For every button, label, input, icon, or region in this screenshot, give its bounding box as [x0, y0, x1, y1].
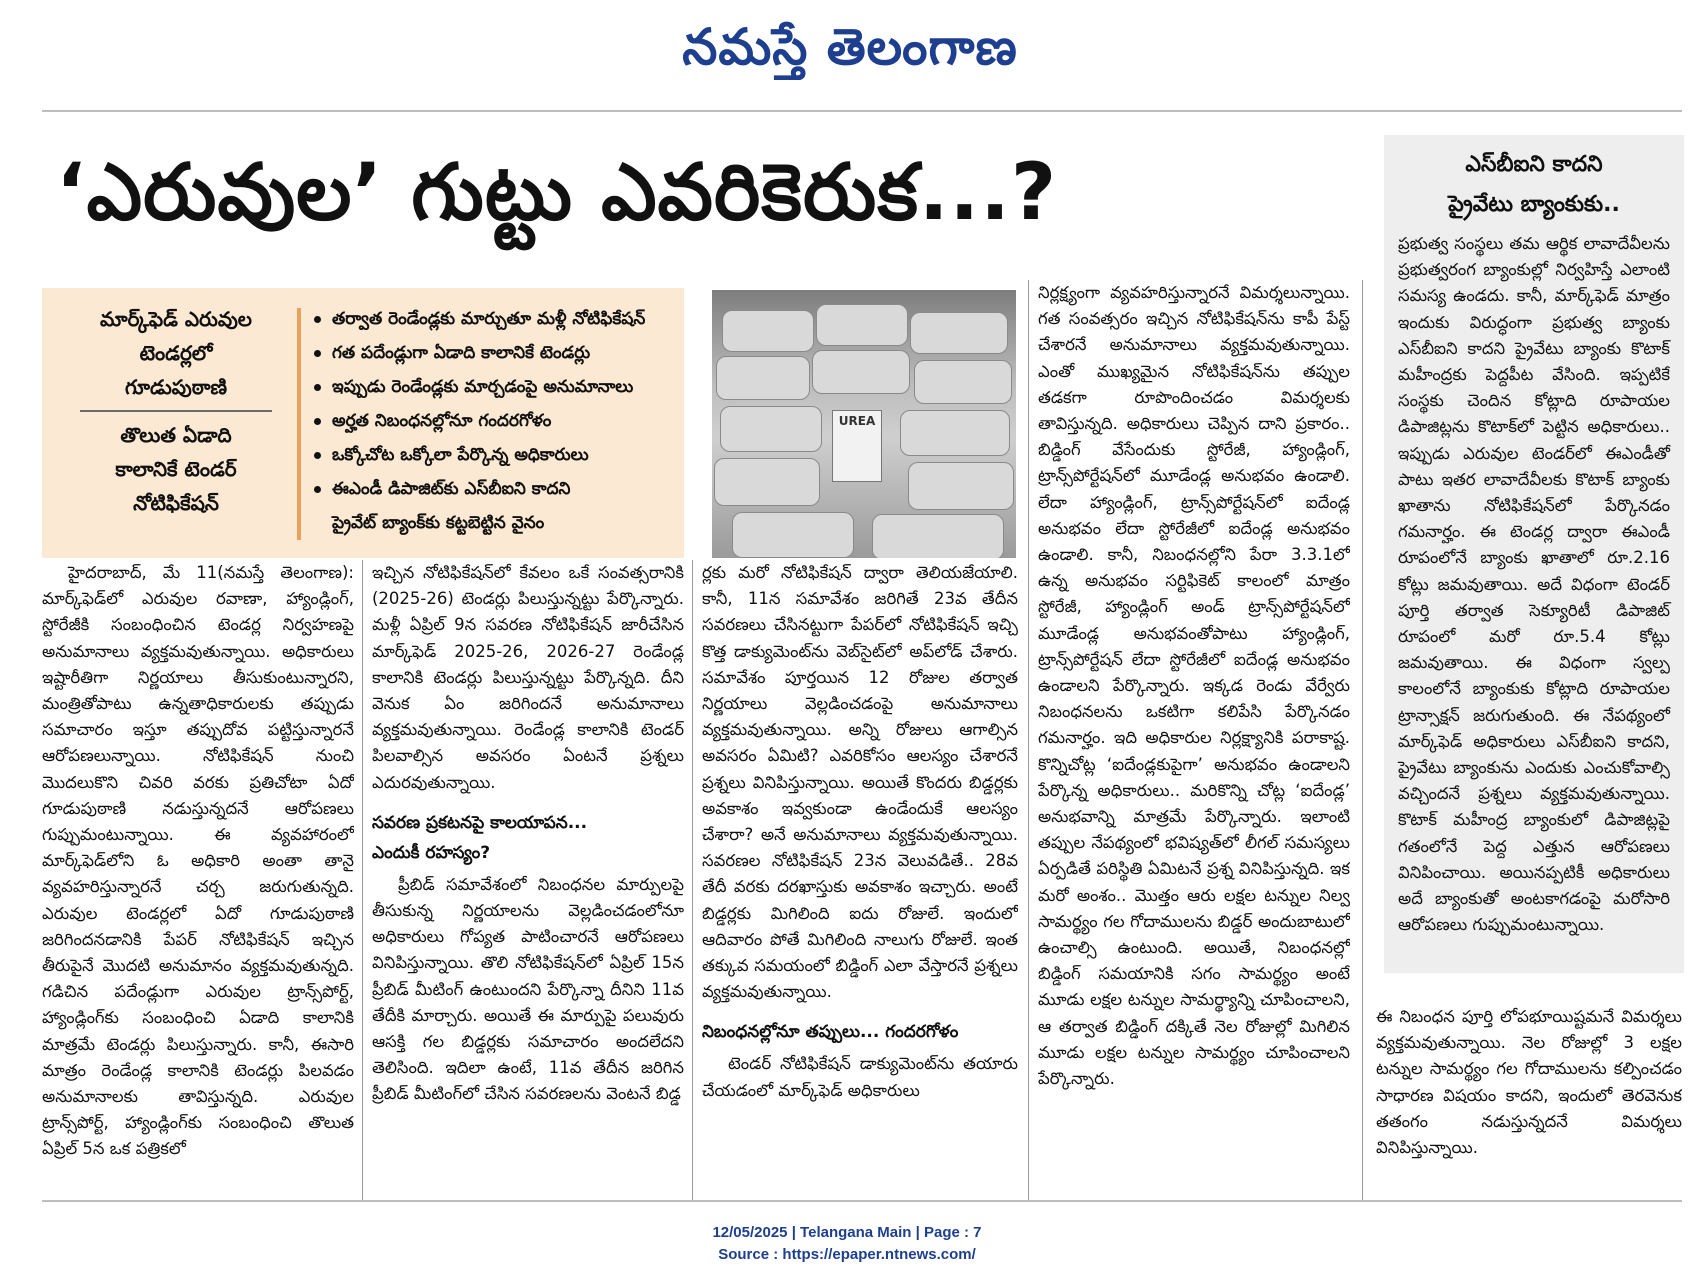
bag-label: UREA [832, 410, 882, 482]
bag-shape [914, 360, 1012, 404]
bullet-icon [314, 350, 321, 357]
bullet-item: ఇప్పుడు రెండేండ్లకు మార్చడంపై అనుమానాలు [314, 370, 674, 404]
footer [0, 1222, 1694, 1266]
bag-shape [900, 410, 1010, 456]
bullet-icon [314, 384, 321, 391]
article-column-1 [42, 560, 354, 1200]
kicker-line: మార్క్‌ఫెడ్ ఎరువుల [100, 307, 252, 331]
highlights-box [42, 288, 684, 558]
fertilizer-bags-photo [712, 290, 1016, 558]
kicker-line: టెండర్లలో [139, 341, 213, 365]
bullet-icon [314, 452, 321, 459]
column-divider [1028, 280, 1029, 1200]
bag-shape [732, 512, 854, 558]
paragraph: ప్రీబిడ్ సమావేశంలో నిబంధనల మార్పులపై తీసుకున్న నిర్ణయాలను వెల్లడించడంలోనూ అధికారులు గోప్యత పాటించారనే ఆరోపణలు వినిపిస్తున్నాయి. తొలి నోటిఫికేషన్‌లో ఏప్రిల్ 15న ప్రీబిడ్ మీటింగ్ ఉంటుందని పేర్కొన్నా దీనిని 11వ తేదీకి మార్చారు. అయితే ఈ మార్పుపై పలువురు ఆసక్తి గల బిడ్డర్లకు సమాచారం అందలేదని తెలిసింది. ఇదిలా ఉంటే, 11వ తేదీన జరిగిన ప్రీబిడ్ మీటింగ్‌లో చేసిన సవరణలను వెంటనే బిడ్డ [372, 874, 684, 1104]
bag-shape [816, 304, 908, 346]
kicker-line: కాలానికే టెండర్ [115, 457, 237, 481]
sidebar-body: ప్రభుత్వ సంస్థలు తమ ఆర్థిక లావాదేవీలను ప్రభుత్వరంగ బ్యాంకుల్లో నిర్వహిస్తే ఎలాంటి సమస్య ఉండదు. కానీ, మార్క్‌ఫెడ్ మాత్రం ఇందుకు విరుద్ధంగా ప్రభుత్వ బ్యాంకు ఎస్‌బీఐని కాదని ప్రైవేటు బ్యాంకు కొటాక్ మహీంద్రకు పెద్దపీట వేసింది. ఇప్పటికే సంస్థకు చెందిన కోట్లాది రూపాయల డిపాజిట్లను కొటాక్‌లో పెట్టిన అధికారులు.. ఇప్పుడు ఎరువుల టెండర్‌లో ఈఎండీతో పాటు ఇతర లావాదేవీలకు కొటాక్ బ్యాంకు ఖాతాను నోటిఫికేషన్‌లో పేర్కొనడం గమనార్హం. ఈ టెండర్ల ద్వారా ఈఎండీ రూపంలోనే బ్యాంకు ఖాతాలో రూ.2.16 కోట్లు జమవుతాయి. అదే విధంగా టెండర్ పూర్తి తర్వాత సెక్యూరిటీ డిపాజిట్ రూపంలో మరో రూ.5.4 కోట్లు జమవుతాయి. ఈ విధంగా స్వల్ప కాలంలోనే బ్యాంకుకు కోట్లాది రూపాయల ట్రాన్సాక్షన్ జరుగుతుంది. ఈ నేపథ్యంలో మార్క్‌ఫెడ్ అధికారులు ఎస్‌బీఐని కాదని, ప్రైవేటు బ్యాంకును ఎందుకు ఎంచుకోవాల్సి వచ్చిందనే ప్రశ్నలు వ్యక్తమవుతున్నాయి. కొటాక్ మహీంద్ర బ్యాంకులో డిపాజిట్లపై గతంలోనే పెద్ద ఎత్తున ఆరోపణలు వినిపించాయి. అయినప్పటికీ అధికారులు అదే బ్యాంకుతో అంటకాగడంపై మరోసారి ఆరోపణలు గుప్పుమంటున్నాయి. [1398, 234, 1670, 935]
paragraph: నిర్లక్ష్యంగా వ్యవహరిస్తున్నారనే విమర్శలున్నాయి. గత సంవత్సరం ఇచ్చిన నోటిఫికేషన్‌ను కాపీ పేస్ట్ చేశారనే అనుమానాలు వ్యక్తమవుతున్నాయి. ఎంతో ముఖ్యమైన నోటిఫికేషన్‌ను తప్పుల తడకగా రూపొందించడం విమర్శలకు తావిస్తున్నది. అధికారులు చెప్పిన దాని ప్రకారం.. బిడ్డింగ్ వేసేందుకు స్టోరేజీ, హ్యాండ్లింగ్, ట్రాన్స్‌పోర్టేషన్‌లో మూడేండ్ల అనుభవం ఉండాలి. లేదా హ్యాండ్లింగ్, ట్రాన్స్‌పోర్టేషన్‌లో ఐదేండ్ల అనుభవం లేదా స్టోరేజీలో ఐదేండ్ల అనుభవం ఉండాలి. కానీ, నిబంధనల్లోని పేరా 3.3.1లో ఉన్న అనుభవం సర్టిఫికెట్ కాలంలో మాత్రం స్టోరేజీ, హ్యాండ్లింగ్ అండ్ ట్రాన్స్‌పోర్టేషన్‌లో మూడేండ్ల అనుభవంతోపాటు హ్యాండ్లింగ్, ట్రాన్స్‌పోర్టేషన్ లేదా స్టోరేజీలో ఐదేండ్ల అనుభవం ఉండాలని పేర్కొన్నారు. ఇక్కడ రెండు వేర్వేరు నిబంధనలను ఒకటిగా కలిపేసి పేర్కొనడం గమనార్హం. ఇది అధికారుల నిర్లక్ష్యానికి పరాకాష్ట. కొన్నిచోట్ల ‘ఐదేండ్లకుపైగా’ అనుభవం ఉండాలని పేర్కొన్న అధికారులు.. మరికొన్ని చోట్ల ‘ఐదేండ్ల’ అనుభవాన్ని మాత్రమే పేర్కొన్నారు. ఇలాంటి తప్పుల నేపథ్యంలో భవిష్యత్‌లో లీగల్ సమస్యలు ఏర్పడితే పరిస్థితి ఏమిటనే ప్రశ్న వినిపిస్తున్నది. ఇక మరో అంశం.. మొత్తం ఆరు లక్షల టన్నుల నిల్వ సామర్థ్యం గల గోదాములను బిడ్డర్ అందుబాటులో ఉంచాల్సి ఉంటుంది. అయితే, నిబంధనల్లో బిడ్డింగ్ సమయానికి సగం సామర్థ్యం అంటే మూడు లక్షల టన్నుల సామర్థ్యాన్ని చూపించాలని, ఆ తర్వాత బిడ్డింగ్ దక్కితే నెల రోజుల్లో మిగిలిన మూడు లక్షల టన్నుల సామర్థ్యం చూపించాలని పేర్కొన్నారు. [1038, 283, 1350, 1089]
highlights-bullets [314, 302, 674, 540]
sidebar-box [1384, 135, 1684, 973]
paragraph: ఈ నిబంధన పూర్తి లోపభూయిష్టమనే విమర్శలు వ్యక్తమవుతున్నాయి. నెల రోజుల్లో 3 లక్షల టన్నుల సామర్థ్యం గల గోదాములను కల్పించడం సాధారణ విషయం కాదని, ఇందులో తెరవెనుక తతంగం నడుస్తున్నదనే విమర్శలు వినిపిస్తున్నాయి. [1376, 1007, 1682, 1158]
newspaper-logo: నమస్తే తెలంగాణ [682, 18, 1018, 76]
bag-shape [720, 406, 822, 452]
headline: ‘ఎరువుల’ గుట్టు ఎవరికెరుక...? [56, 148, 1058, 238]
article-column-4 [1038, 280, 1350, 1200]
article-column-2 [372, 560, 684, 1200]
bag-shape [872, 514, 1004, 558]
subheading: నిబంధనల్లోనూ తప్పులు... గందరగోళం [702, 1022, 959, 1043]
paragraph: హైదరాబాద్, మే 11(నమస్తే తెలంగాణ): మార్క్‌ఫెడ్‌లో ఎరువుల రవాణా, హ్యాండ్లింగ్, స్టోరేజీకి సంబంధించిన టెండర్ల నిర్వహణపై అనుమానాలు వ్యక్తమవుతున్నాయి. అధికారులు ఇష్టారీతిగా నిర్ణయాలు తీసుకుంటున్నారని, మంత్రితోపాటు ఉన్నతాధికారులకు తప్పుడు సమాచారం ఇస్తూ తప్పుదోవ పట్టిస్తున్నారనే ఆరోపణలున్నాయి. నోటిఫికేషన్ నుంచి మొదలుకొని చివరి వరకు ప్రతిచోటా ఏదో గూడుపుఠాణి నడుస్తున్నదనే ఆరోపణలు గుప్పుమంటున్నాయి. ఈ వ్యవహారంలో మార్క్‌ఫెడ్‌లోని ఓ అధికారి అంతా తానై వ్యవహరిస్తున్నారనే చర్చ జరుగుతున్నది. ఎరువుల టెండర్లలో ఏదో గూడుపుఠాణి జరిగిందనడానికి పేపర్ నోటిఫికేషన్ ఇచ్చిన తీరుపైనే మొదటి అనుమానం వ్యక్తమవుతున్నది. గడిచిన పదేండ్లుగా ఎరువుల ట్రాన్స్‌పోర్ట్, హ్యాండ్లింగ్‌కు సంబంధించి ఏడాది కాలానికి మాత్రమే టెండర్లు పిలుస్తున్నారు. కానీ, ఈసారి మాత్రం రెండేండ్ల కాలానికి టెండర్లు పిలవడం అనుమానాలకు తావిస్తున్నది. ఎరువుల ట్రాన్స్‌పోర్ట్, హ్యాండ్లింగ్‌కు సంబంధించి తొలుత ఏప్రిల్ 5న ఒక పత్రికలో [42, 563, 354, 1159]
column-divider [692, 560, 693, 1200]
masthead-rule [42, 110, 1682, 112]
bullet-item: గత పదేండ్లుగా ఏడాది కాలానికే టెండర్లు [314, 336, 674, 370]
kicker-divider [80, 410, 272, 412]
bullet-item: తర్వాత రెండేండ్లకు మార్చుతూ మళ్లీ నోటిఫికేషన్ [314, 302, 674, 336]
bullet-icon [314, 486, 321, 493]
column-divider [1362, 280, 1363, 1200]
kicker-line: నోటిఫికేషన్ [133, 491, 219, 515]
highlights-kicker [60, 302, 292, 547]
subheading: సవరణ ప్రకటనపై కాలయాపన... ఎందుకీ రహస్యం? [372, 812, 588, 863]
bullet-icon [314, 316, 321, 323]
bag-shape [910, 312, 1008, 354]
column-divider [362, 560, 363, 1200]
bag-shape [714, 458, 820, 506]
paragraph: ర్లకు మరో నోటిఫికేషన్ ద్వారా తెలియజేయాలి. కానీ, 11న సమావేశం జరిగితే 23వ తేదీన సవరణలు చేసినట్టుగా పేపర్‌లో నోటిఫికేషన్ ఇచ్చి కొత్త డాక్యుమెంట్‌ను వెబ్‌సైట్‌లో అప్‌లోడ్ చేశారు. సమావేశం పూర్తయిన 12 రోజుల తర్వాత నిర్ణయాలు వెల్లడించడంపై అనుమానాలు వ్యక్తమవుతున్నాయి. అన్ని రోజులు ఆగాల్సిన అవసరం ఏమిటి? ఎవరికోసం ఆలస్యం చేశారనే ప్రశ్నలు వినిపిస్తున్నాయి. అయితే కొందరు బిడ్డర్లకు అవకాశం ఇవ్వకుండా ఉండేందుకే ఆలస్యం చేశారా? అనే అనుమానాలు వ్యక్తమవుతున్నాయి. సవరణల నోటిఫికేషన్ 23న వెలువడితే.. 28వ తేదీ వరకు దరఖాస్తుకు అవకాశం ఇచ్చారు. అంటే బిడ్డర్లకు మిగిలింది ఐదు రోజులే. ఇందులో ఆదివారం పోతే మిగిలింది నాలుగు రోజులే. ఇంత తక్కువ సమయంలో బిడ్డింగ్ ఎలా వేస్తారనే ప్రశ్నలు వ్యక్తమవుతున్నాయి. [702, 563, 1018, 1002]
kicker-line: తొలుత ఏడాది [120, 423, 232, 447]
article-column-5 [1376, 1004, 1682, 1200]
paragraph: టెండర్ నోటిఫికేషన్ డాక్యుమెంట్‌ను తయారు చేయడంలో మార్క్‌ఫెడ్ అధికారులు [702, 1054, 1018, 1100]
bullet-item: ఈఎండీ డిపాజిట్‌కు ఎస్‌బీఐని కాదని [314, 472, 674, 506]
footer-rule [42, 1200, 1682, 1202]
paragraph: ఇచ్చిన నోటిఫికేషన్‌లో కేవలం ఒకే సంవత్సరానికి (2025-26) టెండర్లు పిలుస్తున్నట్టు పేర్కొన్నారు. మళ్లీ ఏప్రిల్ 9న సవరణ నోటిఫికేషన్ జారీచేసిన మార్క్‌ఫెడ్ 2025-26, 2026-27 రెండేండ్ల కాలానికి టెండర్లు పిలుస్తున్నట్టు పేర్కొన్నది. దీని వెనుక ఏం జరిగిందనే అనుమానాలు వ్యక్తమవుతున్నాయి. రెండేండ్ల కాలానికి టెండర్ పిలవాల్సిన అవసరం ఏంటనే ప్రశ్నలు ఎదురవుతున్నాయి. [372, 563, 684, 792]
highlights-accent-bar [297, 308, 301, 540]
kicker-line: గూడుపుఠాణి [125, 375, 227, 399]
sidebar-title: ఎస్‌బీఐని కాదని ప్రైవేటు బ్యాంకుకు.. [1448, 152, 1620, 217]
bullet-item: ఒక్కోచోట ఒక్కోలా పేర్కొన్న అధికారులు [314, 438, 674, 472]
footer-source: Source : https://epaper.ntnews.com/ [718, 1246, 976, 1263]
bullet-item: అర్హత నిబంధనల్లోనూ గందరగోళం [314, 404, 674, 438]
bullet-item: ప్రైవేట్ బ్యాంక్‌కు కట్టబెట్టిన వైనం [332, 513, 545, 533]
bag-shape [812, 350, 910, 394]
bag-shape [716, 356, 810, 400]
bag-shape [722, 310, 814, 352]
bullet-icon [314, 418, 321, 425]
article-column-3 [702, 560, 1018, 1200]
masthead [0, 0, 1694, 100]
bag-shape [908, 462, 1014, 510]
footer-date-page: 12/05/2025 | Telangana Main | Page : 7 [712, 1224, 982, 1241]
